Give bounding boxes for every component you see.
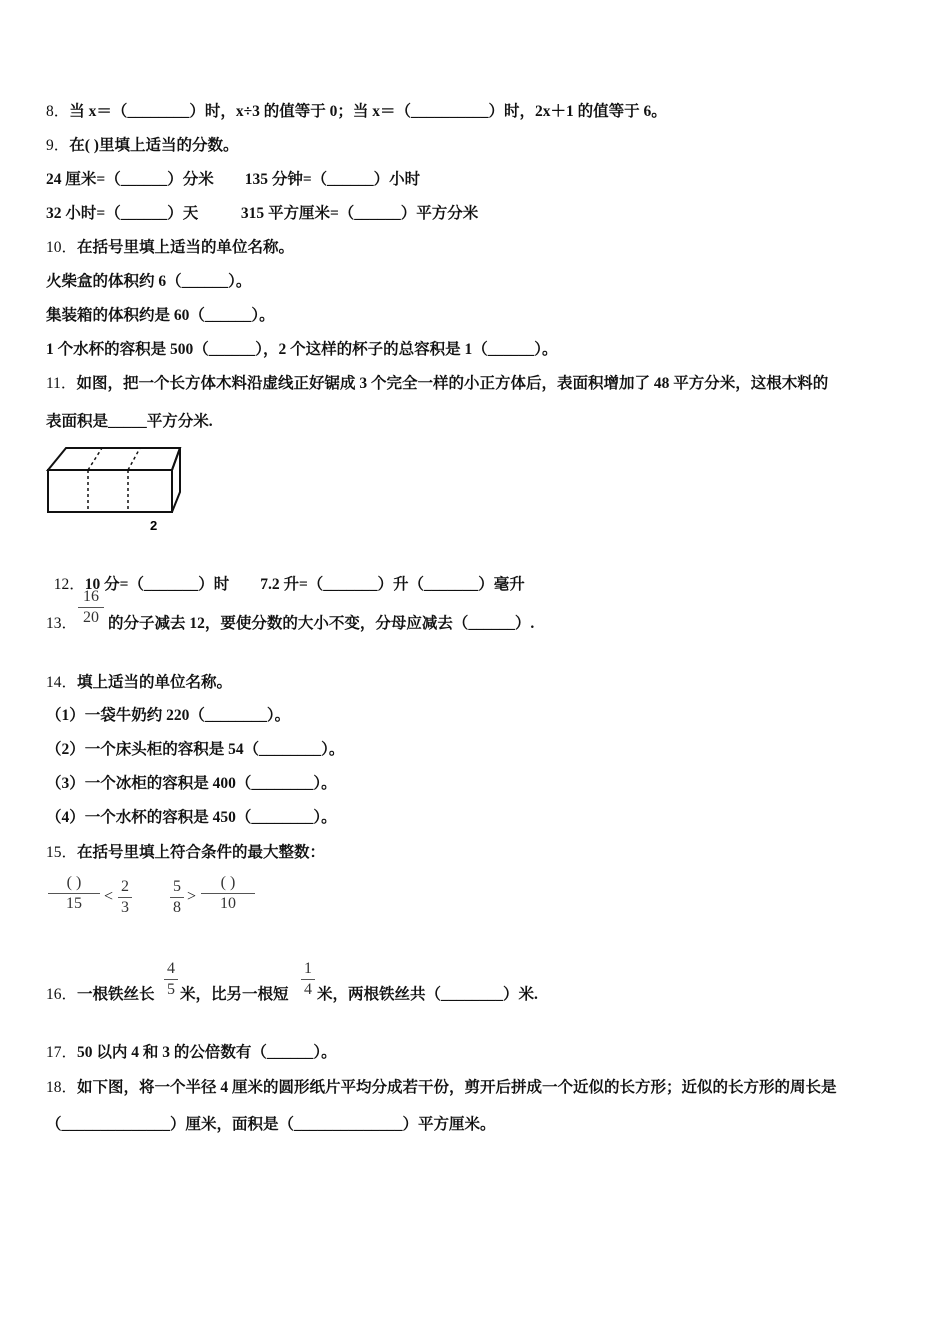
denominator: 3 <box>121 899 129 916</box>
numerator-blank: ( ) <box>220 874 236 891</box>
question-number: 15． <box>46 844 78 861</box>
fraction-1-4 <box>301 960 315 999</box>
question-18 <box>46 1078 837 1098</box>
fraction-bar <box>164 979 178 980</box>
cuboid-side-face <box>172 448 180 512</box>
question-12 <box>46 555 525 595</box>
numerator: 16 <box>83 588 99 605</box>
fraction-blank-15 <box>48 874 100 913</box>
q14-item-4: （4）一个水杯的容积是 450（________）。 <box>46 809 337 826</box>
fraction-2-3 <box>118 878 132 917</box>
q14-item-3: （3）一个冰柜的容积是 400（________）。 <box>46 775 337 792</box>
question-text: 50 以内 4 和 3 的公倍数有（______）。 <box>77 1044 337 1061</box>
question-text: 在( )里填上适当的分数。 <box>69 137 239 154</box>
denominator: 8 <box>173 899 181 916</box>
question-9 <box>46 136 238 156</box>
question-number: 16． <box>46 986 78 1003</box>
question-number: 12． <box>53 576 85 593</box>
question-text: 在括号里填上符合条件的最大整数： <box>77 844 326 861</box>
question-17 <box>46 1043 337 1063</box>
denominator: 20 <box>83 609 99 626</box>
question-number: 18． <box>46 1079 78 1096</box>
question-number: 11． <box>46 375 77 392</box>
question-text: 当 x＝（________）时，x÷3 的值等于 0；当 x＝（__________）时，2x＋1 的值等于 6。 <box>69 103 667 120</box>
fraction-bar <box>301 979 315 980</box>
fraction-bar <box>201 893 255 894</box>
question-11 <box>46 374 828 394</box>
cuboid-figure <box>44 442 184 534</box>
question-number: 9． <box>46 137 70 154</box>
numerator-blank: ( ) <box>66 874 82 891</box>
q16-text-b: 米，比另一根短 <box>180 986 289 1003</box>
fraction-4-5 <box>164 960 178 999</box>
fraction-bar <box>118 897 132 898</box>
figure-dimension-label: 2 <box>150 518 158 533</box>
question-text: 填上适当的单位名称。 <box>77 674 233 691</box>
fraction-16-20 <box>78 588 104 627</box>
q14-item-1: （1）一袋牛奶约 220（________）。 <box>46 707 291 724</box>
question-number: 13． <box>46 615 78 632</box>
q9-line-2: 32 小时=（______）天 315 平方厘米=（______）平方分米 <box>46 205 479 222</box>
numerator: 2 <box>121 878 129 895</box>
question-text: 在括号里填上适当的单位名称。 <box>77 239 295 256</box>
fraction-blank-10 <box>201 874 255 913</box>
question-text: 如下图，将一个半径 4 厘米的圆形纸片平均分成若干份，剪开后拼成一个近似的长方形；近似的长方形的周长是 <box>77 1079 837 1096</box>
numerator: 5 <box>173 878 181 895</box>
question-8 <box>46 102 667 122</box>
fraction-5-8 <box>170 878 184 917</box>
q14-item-2: （2）一个床头柜的容积是 54（________）。 <box>46 741 345 758</box>
fraction-bar <box>170 897 184 898</box>
question-text-a: 一根铁丝长 <box>77 986 155 1003</box>
q10-line-1: 火柴盒的体积约 6（______）。 <box>46 273 252 290</box>
q9-line-1: 24 厘米=（______）分米 135 分钟=（______）小时 <box>46 171 421 188</box>
q13-text: 的分子减去 12，要使分数的大小不变，分母应减去（______）. <box>108 615 535 632</box>
question-13 <box>46 614 77 634</box>
q16-text-c: 米，两根铁丝共（________）米. <box>317 986 538 1003</box>
cut-line-top-2 <box>128 448 140 470</box>
question-number: 14． <box>46 674 78 691</box>
q18-line-2: （______________）厘米，面积是（______________）平方厘米。 <box>46 1116 496 1133</box>
cuboid-front-face <box>48 470 172 512</box>
question-text: 如图，把一个长方体木料沿虚线正好锯成 3 个完全一样的小正方体后，表面积增加了 48 平方分米，这根木料的 <box>76 375 829 392</box>
denominator: 5 <box>167 981 175 998</box>
question-15 <box>46 843 325 863</box>
q10-line-2: 集装箱的体积约是 60（______）。 <box>46 307 275 324</box>
question-10 <box>46 238 294 258</box>
question-text: 10 分=（_______）时 7.2 升=（_______）升（_______）毫升 <box>84 576 525 593</box>
denominator: 15 <box>66 895 82 912</box>
numerator: 4 <box>167 960 175 977</box>
denominator: 4 <box>304 981 312 998</box>
less-than-sign: < <box>104 888 114 905</box>
cut-line-top-1 <box>88 448 102 470</box>
question-number: 8． <box>46 103 70 120</box>
numerator: 1 <box>304 960 312 977</box>
greater-than-sign: > <box>187 888 197 905</box>
question-number: 10． <box>46 239 78 256</box>
cuboid-top-face <box>48 448 180 470</box>
denominator: 10 <box>220 895 236 912</box>
question-number: 17． <box>46 1044 78 1061</box>
question-14 <box>46 673 232 693</box>
q11-line-2: 表面积是_____平方分米. <box>46 413 213 430</box>
fraction-bar <box>78 607 104 608</box>
fraction-bar <box>48 893 100 894</box>
q10-line-3: 1 个水杯的容积是 500（______），2 个这样的杯子的总容积是 1（______）。 <box>46 341 558 358</box>
question-16 <box>46 985 155 1005</box>
